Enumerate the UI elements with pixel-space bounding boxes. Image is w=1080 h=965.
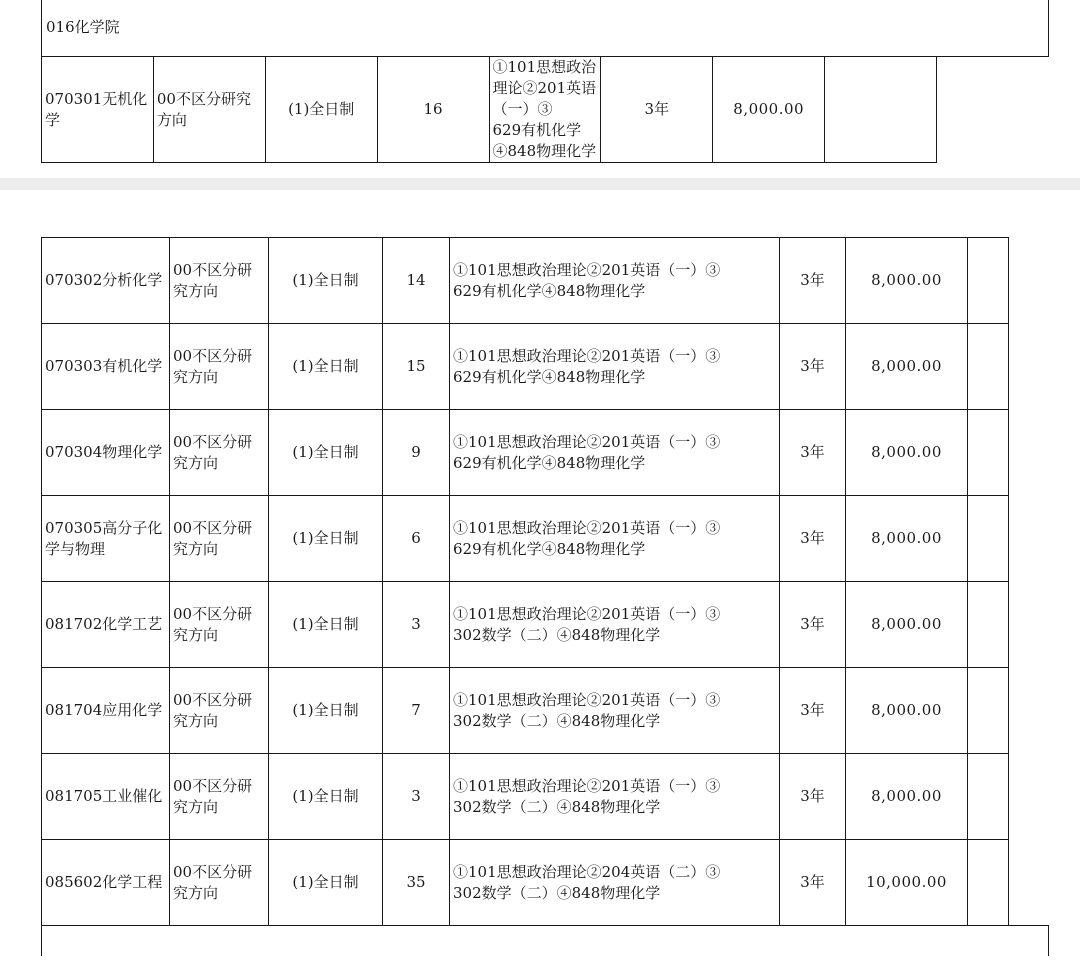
department-row [42,0,1049,57]
tuition-fee-cell: 8,000.00 [846,238,968,324]
exam-subjects-line: 629有机化学④848物理化学 [453,281,646,300]
exam-subjects-line: ①101思想政治理论②201英语（一）③ [492,58,597,118]
tuition-fee-cell: 8,000.00 [846,324,968,410]
exam-subjects-cell [450,754,780,840]
research-direction-cell: 00不区分研究方向 [170,582,269,668]
enrollment-count-cell: 15 [383,324,450,410]
note-cell [968,668,1009,754]
exam-subjects-cell [450,410,780,496]
major-cell: 081705工业催化 [42,754,170,840]
enrollment-count-cell: 9 [383,410,450,496]
tuition-fee-cell: 10,000.00 [846,840,968,926]
duration-cell: 3年 [780,324,846,410]
major-cell: 070305高分子化学与物理 [42,496,170,582]
study-mode-cell: (1)全日制 [269,668,383,754]
enrollment-count-cell: 3 [383,754,450,840]
exam-subjects-line: ①101思想政治理论②201英语（一）③ [453,690,721,709]
exam-subjects-line: 302数学（二）④848物理化学 [453,797,661,816]
duration-cell: 3年 [780,582,846,668]
note-cell [968,754,1009,840]
duration-cell: 3年 [780,754,846,840]
major-cell: 081702化学工艺 [42,582,170,668]
research-direction-cell: 00不区分研究方向 [170,324,269,410]
exam-subjects-line: ①101思想政治理论②201英语（一）③ [453,604,721,623]
table-row [42,238,1049,324]
note-cell [968,324,1009,410]
major-cell: 085602化学工程 [42,840,170,926]
exam-subjects-line: 302数学（二）④848物理化学 [453,883,661,902]
exam-subjects-line: 302数学（二）④848物理化学 [453,625,661,644]
note-cell [968,582,1009,668]
study-mode-cell: (1)全日制 [269,582,383,668]
exam-subjects-cell [489,57,601,163]
exam-subjects-line: 629有机化学④848物理化学 [453,539,646,558]
table-row [42,668,1049,754]
page-divider [0,178,1080,190]
study-mode-cell: (1)全日制 [265,57,377,163]
exam-subjects-line: 629有机化学④848物理化学 [453,453,646,472]
exam-subjects-line: ①101思想政治理论②201英语（一）③ [453,260,721,279]
enrollment-count-cell: 6 [383,496,450,582]
study-mode-cell: (1)全日制 [269,324,383,410]
tuition-fee-cell: 8,000.00 [846,582,968,668]
study-mode-cell: (1)全日制 [269,238,383,324]
exam-subjects-line: ①101思想政治理论②201英语（一）③ [453,518,721,537]
exam-subjects-cell [450,840,780,926]
study-mode-cell: (1)全日制 [269,840,383,926]
exam-subjects-line: ①101思想政治理论②204英语（二）③ [453,862,721,881]
exam-subjects-cell [450,582,780,668]
exam-subjects-cell [450,324,780,410]
major-cell: 070302分析化学 [42,238,170,324]
table-row [42,57,1049,163]
table-row [42,840,1049,926]
exam-subjects-line: 302数学（二）④848物理化学 [453,711,661,730]
blank-cell [42,926,1049,957]
table-row [42,410,1049,496]
major-cell: 081704应用化学 [42,668,170,754]
study-mode-cell: (1)全日制 [269,754,383,840]
duration-cell: 3年 [780,410,846,496]
note-cell [968,496,1009,582]
duration-cell: 3年 [780,840,846,926]
exam-subjects-cell [450,668,780,754]
table-row [42,496,1049,582]
research-direction-cell: 00不区分研究方向 [170,754,269,840]
tuition-fee-cell: 8,000.00 [846,496,968,582]
exam-subjects-cell [450,238,780,324]
duration-cell: 3年 [780,668,846,754]
note-cell [968,410,1009,496]
department-name: 016化学院 [42,0,1049,57]
enrollment-count-cell: 35 [383,840,450,926]
tuition-fee-cell: 8,000.00 [713,57,825,163]
enrollment-count-cell: 16 [377,57,489,163]
research-direction-cell: 00不区分研究方向 [170,410,269,496]
blank-row [42,926,1049,957]
note-cell [968,238,1009,324]
duration-cell: 3年 [780,238,846,324]
exam-subjects-line: ①101思想政治理论②201英语（一）③ [453,432,721,451]
research-direction-cell: 00不区分研究方向 [153,57,265,163]
table-row [42,582,1049,668]
study-mode-cell: (1)全日制 [269,410,383,496]
table-row [42,754,1049,840]
duration-cell: 3年 [601,57,713,163]
section-2-rows [42,238,1049,926]
tuition-fee-cell: 8,000.00 [846,410,968,496]
exam-subjects-cell [450,496,780,582]
enrollment-count-cell: 14 [383,238,450,324]
research-direction-cell: 00不区分研究方向 [170,668,269,754]
table-row [42,324,1049,410]
tuition-fee-cell: 8,000.00 [846,754,968,840]
major-cell: 070301无机化学 [42,57,154,163]
admissions-table-section-2 [41,237,1049,956]
research-direction-cell: 00不区分研究方向 [170,840,269,926]
research-direction-cell: 00不区分研究方向 [170,496,269,582]
duration-cell: 3年 [780,496,846,582]
enrollment-count-cell: 7 [383,668,450,754]
note-cell [968,840,1009,926]
exam-subjects-line: 629有机化学④848物理化学 [453,367,646,386]
tuition-fee-cell: 8,000.00 [846,668,968,754]
exam-subjects-line: 629有机化学④848物理化学 [492,121,597,160]
major-cell: 070304物理化学 [42,410,170,496]
study-mode-cell: (1)全日制 [269,496,383,582]
research-direction-cell: 00不区分研究方向 [170,238,269,324]
major-cell: 070303有机化学 [42,324,170,410]
exam-subjects-line: ①101思想政治理论②201英语（一）③ [453,346,721,365]
exam-subjects-line: ①101思想政治理论②201英语（一）③ [453,776,721,795]
section-1-rows [42,57,1049,163]
note-cell [825,57,937,163]
admissions-table-section-1 [41,0,1049,163]
enrollment-count-cell: 3 [383,582,450,668]
